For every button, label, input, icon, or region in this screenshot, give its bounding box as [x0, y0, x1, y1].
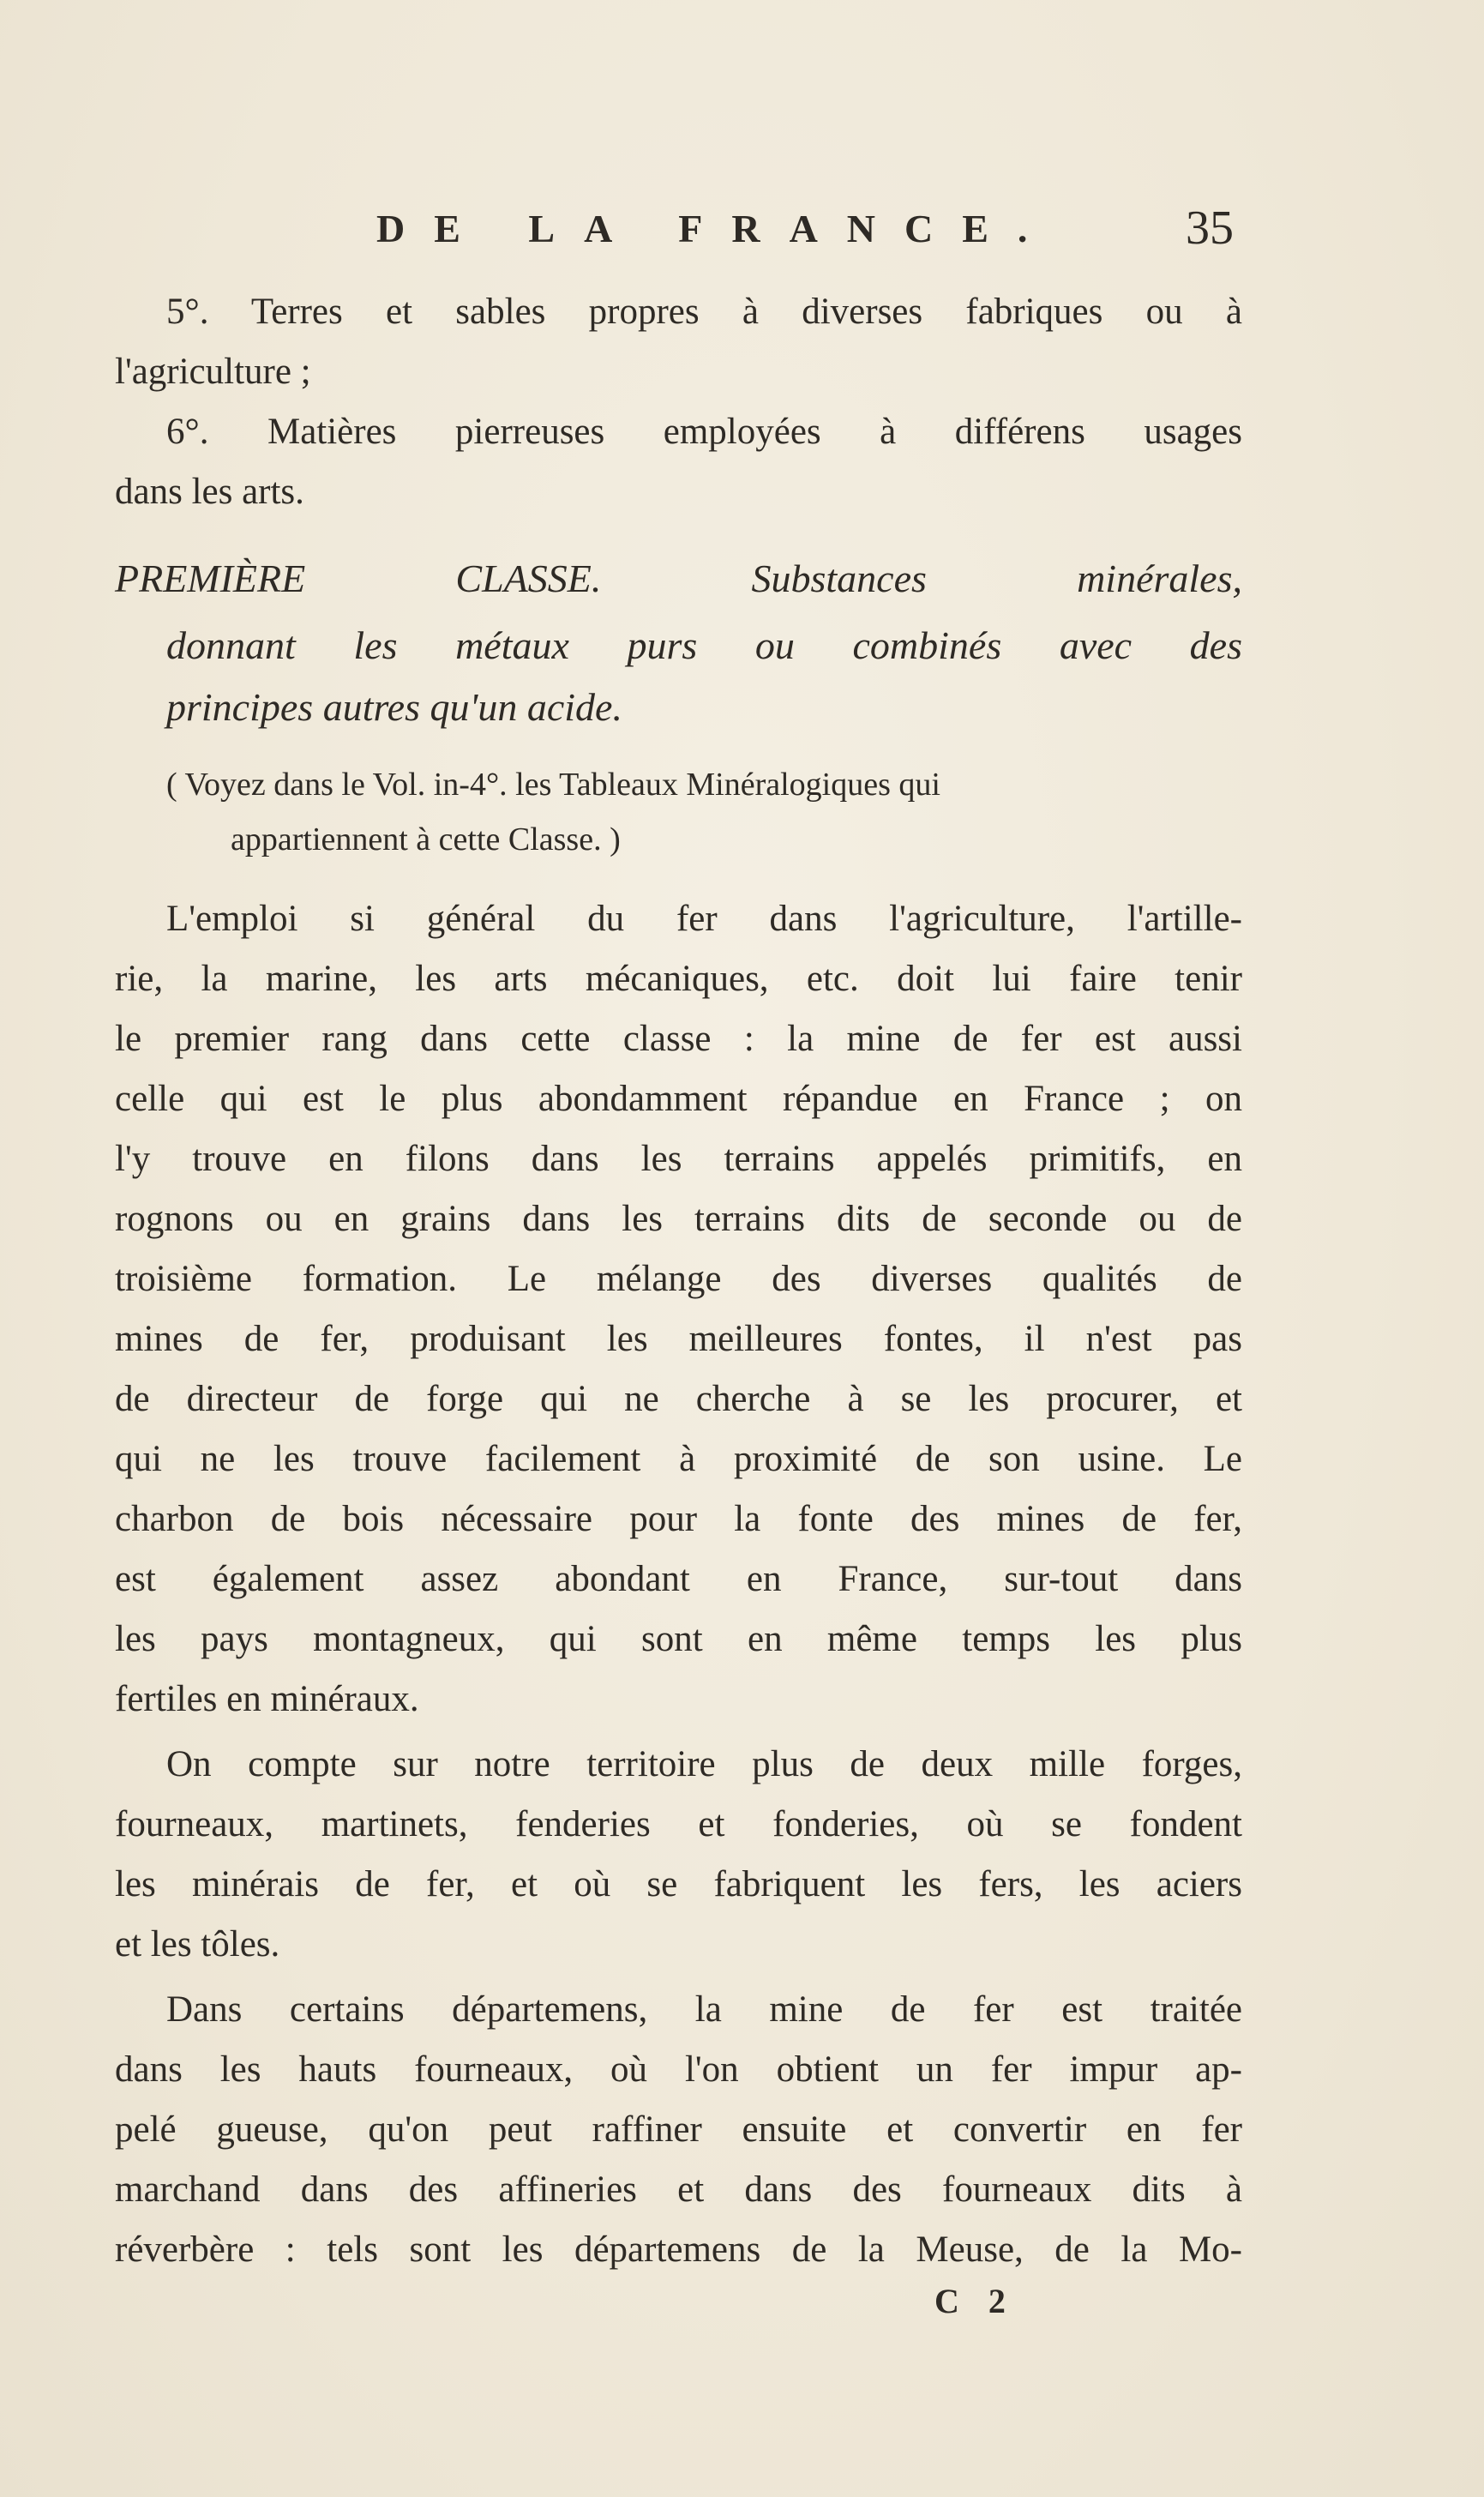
text-line: l'agriculture ;	[115, 352, 311, 392]
text-line: et les tôles.	[115, 1924, 280, 1965]
text-line: rognons ou en grains dans les terrains dits de seconde ou de	[115, 1199, 1242, 1239]
class-heading-line: principes autres qu'un acide.	[166, 685, 622, 729]
signature-mark: C 2	[934, 2282, 1016, 2320]
text-line: On compte sur notre territoire plus de deux mille forges,	[166, 1744, 1242, 1784]
text-line: est également assez abondant en France, sur-tout dans	[115, 1559, 1242, 1599]
text-line: L'emploi si général du fer dans l'agriculture, l'artille-	[166, 899, 1242, 939]
class-heading-line: donnant les métaux purs ou combinés avec des	[166, 623, 1242, 667]
text-line: fourneaux, martinets, fenderies et fonderies, où se fondent	[115, 1804, 1242, 1844]
text-line: mines de fer, produisant les meilleures fontes, il n'est pas	[115, 1319, 1242, 1359]
text-line: Dans certains départemens, la mine de fer est traitée	[166, 1989, 1242, 2030]
text-line: dans les arts.	[115, 472, 304, 512]
text-line: qui ne les trouve facilement à proximité de son usine. Le	[115, 1439, 1242, 1479]
text-line: pelé gueuse, qu'on peut raffiner ensuite et convertir en fer	[115, 2109, 1242, 2150]
note-line: ( Voyez dans le Vol. in-4°. les Tableaux Minéralogiques qui	[166, 767, 940, 803]
text-line: fertiles en minéraux.	[115, 1679, 419, 1719]
page-header	[115, 202, 1242, 266]
class-heading: PREMIÈRE CLASSE. Substances minérales,	[115, 557, 1242, 600]
page-number: 35	[1186, 202, 1234, 255]
text-line: l'y trouve en filons dans les terrains appelés primitifs, en	[115, 1139, 1242, 1179]
text-line: 6°. Matières pierreuses employées à différens usages	[166, 412, 1242, 452]
text-line: réverbère : tels sont les départemens de la Meuse, de la Mo-	[115, 2229, 1242, 2270]
text-line: les pays montagneux, qui sont en même temps les plus	[115, 1619, 1242, 1659]
text-line: charbon de bois nécessaire pour la fonte des mines de fer,	[115, 1499, 1242, 1539]
text-line: de directeur de forge qui ne cherche à se les procurer, et	[115, 1379, 1242, 1419]
note-line: appartiennent à cette Classe. )	[231, 821, 621, 857]
text-line: dans les hauts fourneaux, où l'on obtient un fer impur ap-	[115, 2049, 1242, 2090]
text-line: troisième formation. Le mélange des diverses qualités de	[115, 1259, 1242, 1299]
text-line: 5°. Terres et sables propres à diverses fabriques ou à	[166, 292, 1242, 332]
text-line: les minérais de fer, et où se fabriquent les fers, les aciers	[115, 1864, 1242, 1904]
text-line: celle qui est le plus abondamment répandue en France ; on	[115, 1079, 1242, 1119]
text-line: le premier rang dans cette classe : la mine de fer est aussi	[115, 1019, 1242, 1059]
text-line: marchand dans des affineries et dans des fourneaux dits à	[115, 2169, 1242, 2210]
running-head: DE LA FRANCE.	[376, 207, 1057, 250]
text-line: rie, la marine, les arts mécaniques, etc. doit lui faire tenir	[115, 959, 1242, 999]
